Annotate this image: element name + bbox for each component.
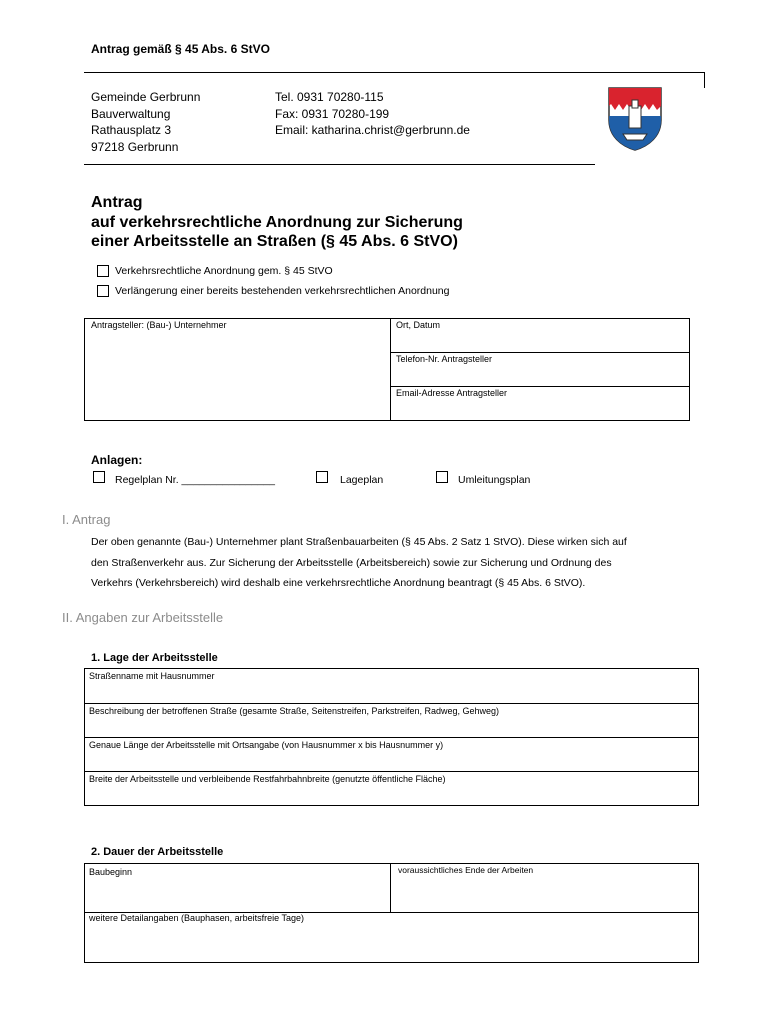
paragraph-line: Der oben genannte (Bau-) Unternehmer plant Straßenbauarbeiten (§ 45 Abs. 2 Satz 1 StVO). Diese wirken sich auf [91,536,627,548]
section-ii-heading: II. Angaben zur Arbeitsstelle [62,610,224,625]
table-divider [390,386,690,387]
address-line: Gemeinde Gerbrunn [91,90,201,104]
header-border-top [84,72,704,73]
address-line: Rathausplatz 3 [91,123,172,137]
header-border-bottom [84,164,595,165]
regelplan-checkbox[interactable] [93,471,105,483]
umleitungsplan-label: Umleitungsplan [458,474,531,486]
coat-of-arms-icon [605,86,665,152]
lageplan-checkbox[interactable] [316,471,328,483]
table-divider [390,318,391,421]
municipality-address [91,89,200,155]
table-divider [84,703,699,704]
anordnung-checkbox[interactable] [97,265,109,277]
umleitungsplan-checkbox[interactable] [436,471,448,483]
paragraph-line: den Straßenverkehr aus. Zur Sicherung der Arbeitsstelle (Arbeitsbereich) sowie zur Sicherung und Ordnung des [91,556,612,569]
baubeginn-field[interactable]: Baubeginn [89,867,133,877]
table-divider [84,771,699,772]
ende-field[interactable]: voraussichtliches Ende der Arbeiten [398,865,534,875]
breite-field[interactable]: Breite der Arbeitsstelle und verbleibende Restfahrbahnbreite (genutzte öffentliche Fläche) [89,774,446,784]
main-title [91,193,463,252]
lageplan-label: Lageplan [340,474,384,486]
table-divider [84,737,699,738]
lage-heading: 1. Lage der Arbeitsstelle [91,652,218,664]
antragsteller-field[interactable]: Antragsteller: (Bau-) Unternehmer [91,320,227,330]
email: Email: katharina.christ@gerbrunn.de [275,123,470,137]
header-border-right [704,72,705,88]
dauer-heading: 2. Dauer der Arbeitsstelle [91,846,224,858]
contact-info [275,89,470,139]
regelplan-label: Regelplan Nr. ________________ [115,474,275,486]
ort-datum-field[interactable]: Ort, Datum [396,320,441,330]
fax: Fax: 0931 70280-199 [275,106,390,121]
strassen-beschreibung-field[interactable]: Beschreibung der betroffenen Straße (gesamte Straße, Seitenstreifen, Parkstreifen, Radweg, Gehweg) [89,706,500,716]
form-header-title: Antrag gemäß § 45 Abs. 6 StVO [91,42,270,56]
anlagen-heading: Anlagen: [91,453,143,467]
section-i-paragraph [91,532,701,594]
telefon-field[interactable]: Telefon-Nr. Antragsteller [396,354,493,364]
phone: Tel. 0931 70280-115 [275,90,384,104]
laenge-field[interactable]: Genaue Länge der Arbeitsstelle mit Ortsangabe (von Hausnummer x bis Hausnummer y) [89,740,444,750]
table-divider [390,352,690,353]
email-field[interactable]: Email-Adresse Antragsteller [396,388,508,398]
title-line: auf verkehrsrechtliche Anordnung zur Sicherung [91,213,463,231]
detailangaben-field[interactable]: weitere Detailangaben (Bauphasen, arbeitsfreie Tage) [89,913,304,923]
title-line: einer Arbeitsstelle an Straßen (§ 45 Abs. 6 StVO) [91,233,458,250]
table-divider [390,863,391,912]
strassenname-field[interactable]: Straßenname mit Hausnummer [89,671,215,681]
address-line: 97218 Gerbrunn [91,139,179,154]
anordnung-label: Verkehrsrechtliche Anordnung gem. § 45 StVO [115,265,333,277]
applicant-table [84,318,690,421]
paragraph-line: Verkehrs (Verkehrsbereich) wird deshalb eine verkehrsrechtliche Anordnung beantragt (§ 45 Abs. 6 StVO). [91,577,586,589]
verlaengerung-label: Verlängerung einer bereits bestehenden verkehrsrechtlichen Anordnung [115,285,450,297]
verlaengerung-checkbox[interactable] [97,285,109,297]
title-line: Antrag [91,194,143,211]
section-i-heading: I. Antrag [62,512,111,527]
address-line: Bauverwaltung [91,106,171,121]
